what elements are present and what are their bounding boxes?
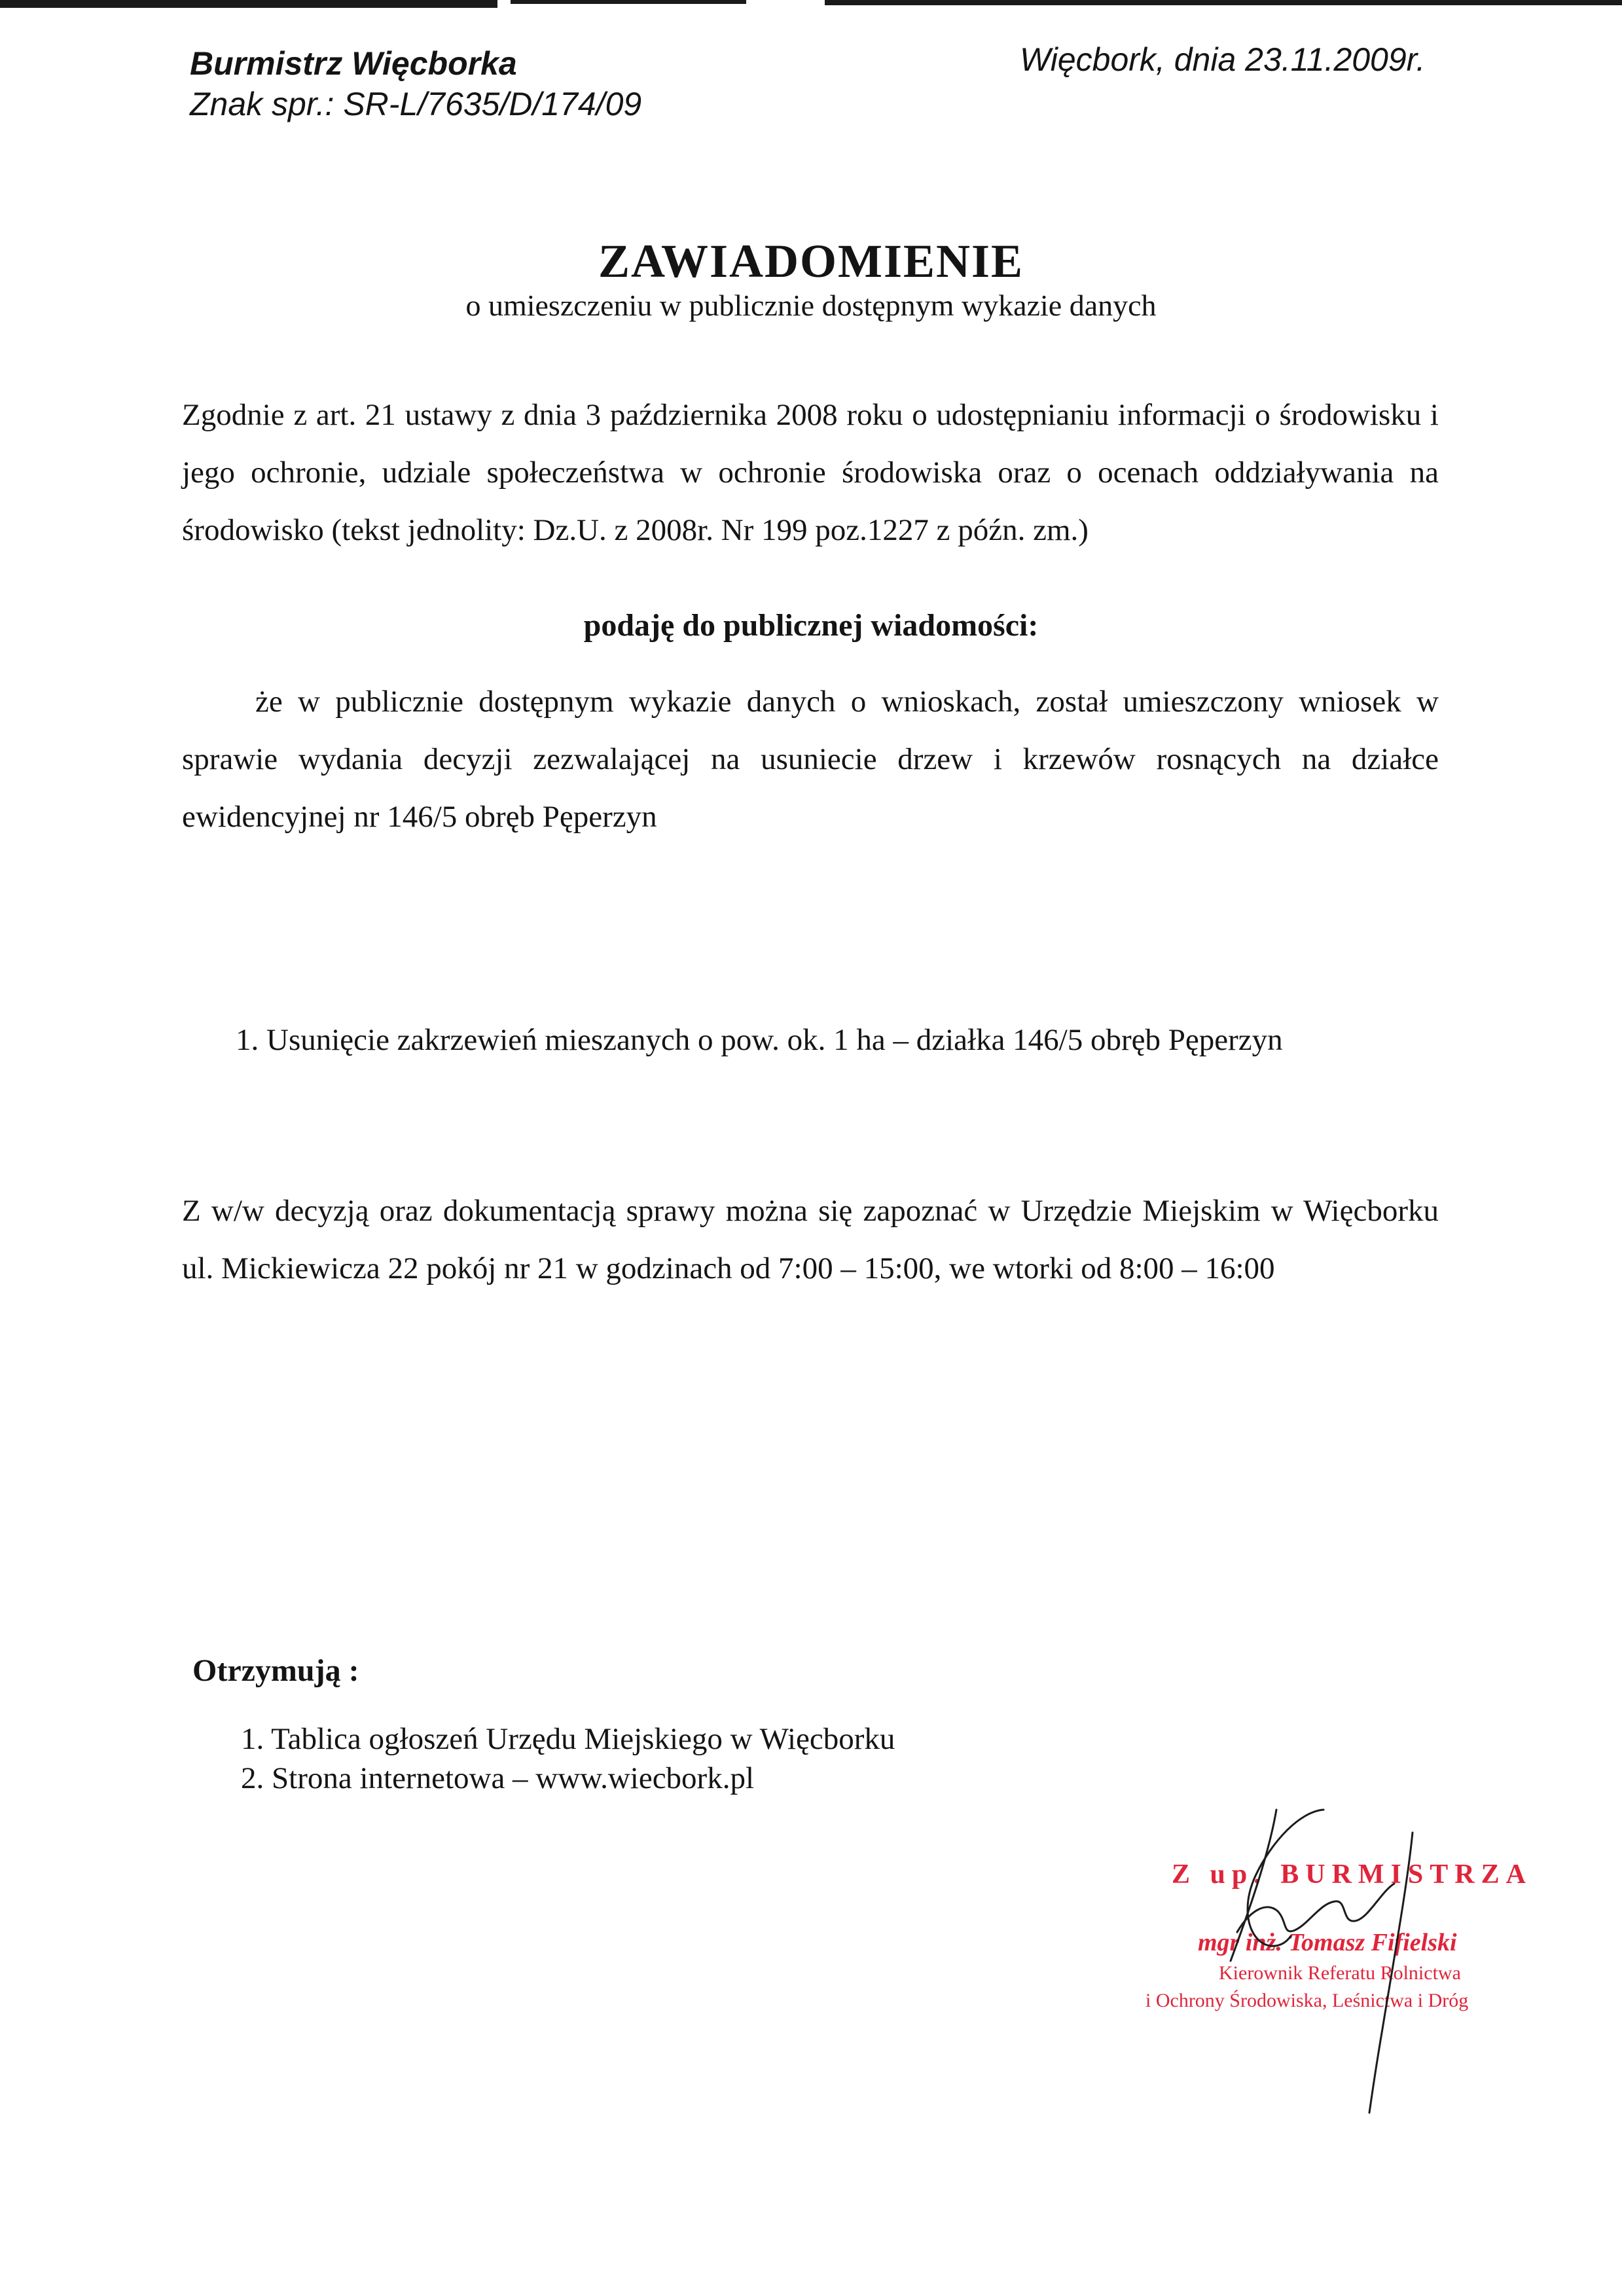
issuing-authority: Burmistrz Więcborka <box>190 45 517 82</box>
announcement-heading: podaję do publicznej wiadomości: <box>583 608 1039 643</box>
stamp-official-name: mgr inż. Tomasz Fifielski <box>1198 1929 1457 1956</box>
stamp-position-line: Kierownik Referatu Rolnictwa <box>1219 1962 1461 1984</box>
case-reference: Znak spr.: SR-L/7635/D/174/09 <box>190 86 642 122</box>
notice-body-paragraph: że w publicznie dostępnym wykazie danych o wnioskach, został umieszczony wniosek w sprawie wydania decyzji zezwalającej na usuniecie drzew i krzewów rosnących na działce ewidencyjnej nr 146/5 obręb Pęperzyn <box>182 685 1439 834</box>
stamp-department-line: i Ochrony Środowiska, Leśnictwa i Dróg <box>1145 1990 1469 2011</box>
place-and-date: Więcbork, dnia 23.11.2009r. <box>1020 41 1426 78</box>
document-subtitle: o umieszczeniu w publicznie dostępnym wykazie danych <box>465 289 1157 322</box>
recipient-item: 1. Tablica ogłoszeń Urzędu Miejskiego w Więcborku <box>241 1722 895 1756</box>
list-item: 1. Usunięcie zakrzewień mieszanych o pow. ok. 1 ha – działka 146/5 obręb Pęperzyn <box>236 1023 1283 1057</box>
document-title: ZAWIADOMIENIE <box>598 235 1024 287</box>
recipient-item: 2. Strona internetowa – www.wiecbork.pl <box>241 1761 755 1795</box>
stamp-heading: Z up. BURMISTRZA <box>1172 1859 1532 1890</box>
recipients-heading: Otrzymują : <box>192 1653 359 1688</box>
legal-basis-paragraph: Zgodnie z art. 21 ustawy z dnia 3 października 2008 roku o udostępnianiu informacji o środowisku i jego ochronie, udziale społeczeństwa w ochronie środowiska oraz o ocenach oddziaływania na środowisko (tekst jednolity: Dz.U. z 2008r. Nr 199 poz.1227 z późn. zm.) <box>182 398 1439 547</box>
office-hours-paragraph: Z w/w decyzją oraz dokumentacją sprawy można się zapoznać w Urzędzie Miejskim w Więcborku ul. Mickiewicza 22 pokój nr 21 w godzinach od 7:00 – 15:00, we wtorki od 8:00 – 16:00 <box>182 1194 1439 1285</box>
